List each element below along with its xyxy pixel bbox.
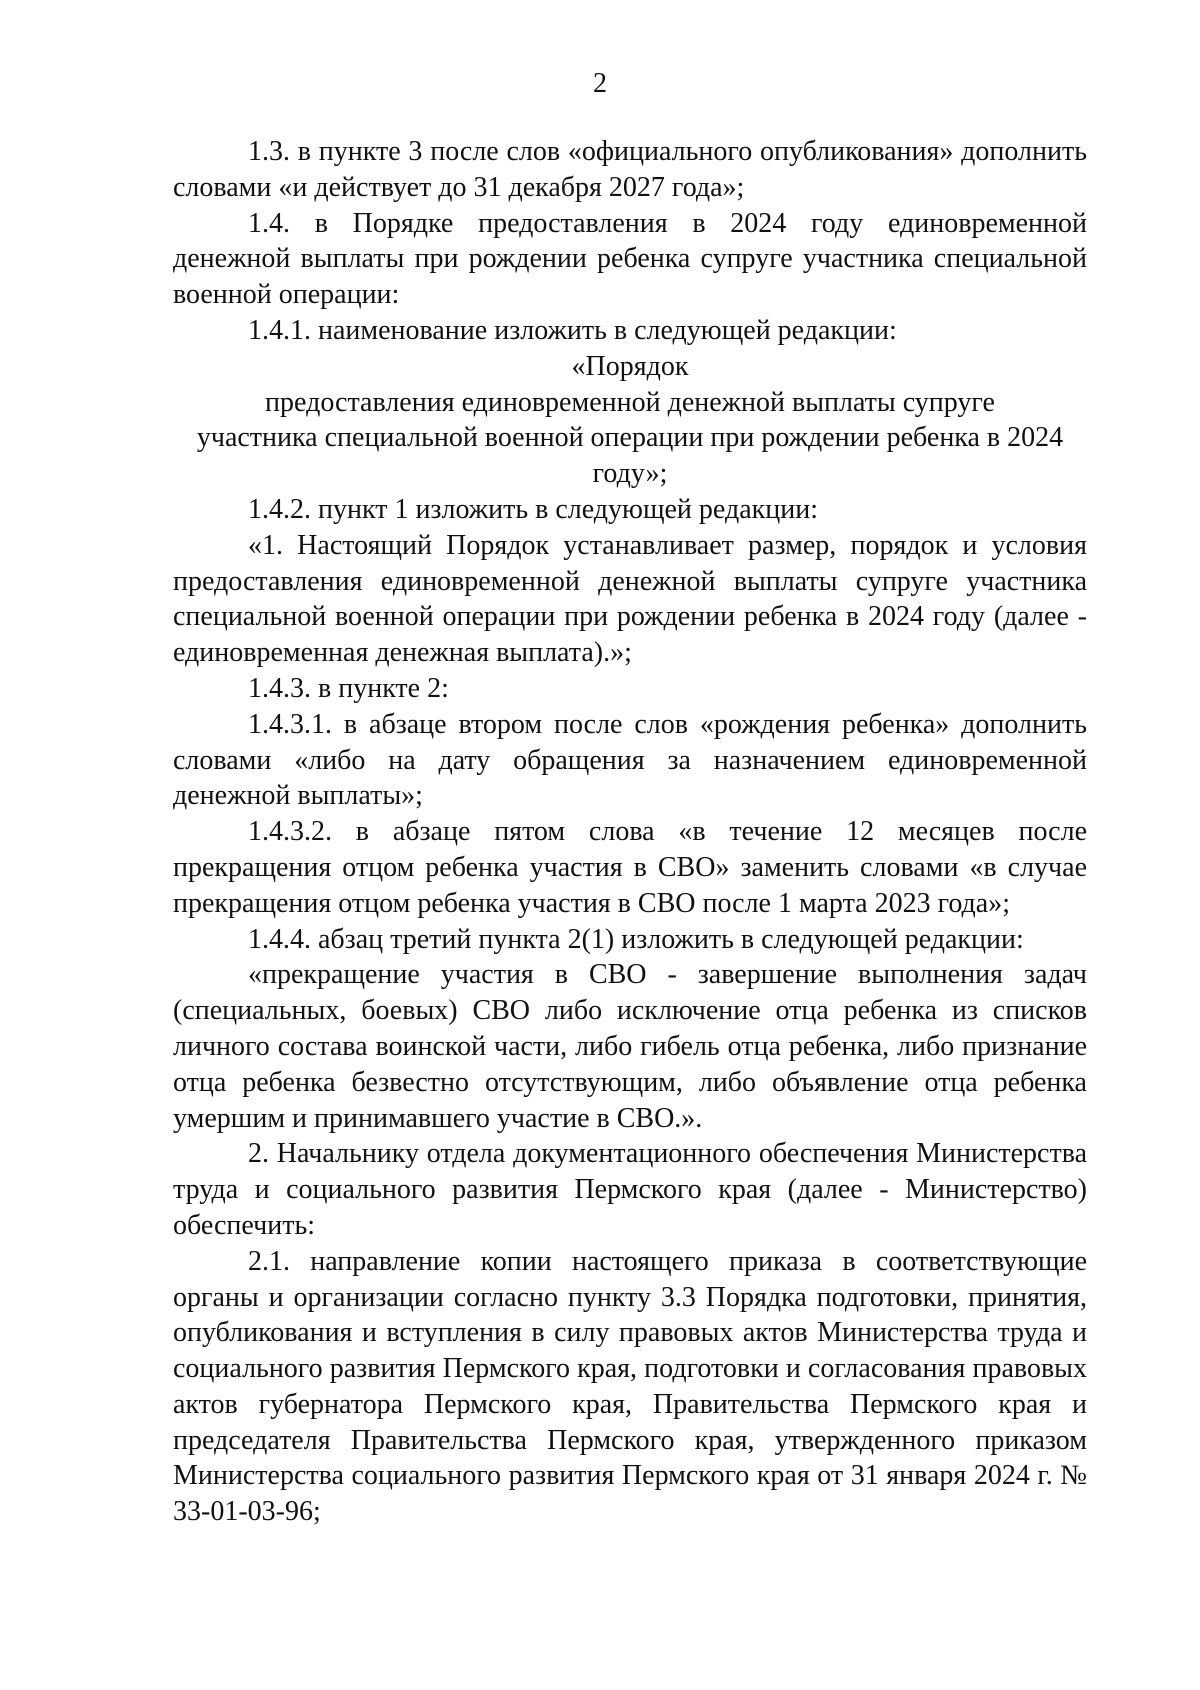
order-title-line-2: предоставления единовременной денежной выплаты супруге (265, 386, 995, 418)
paragraph-1-4-4: 1.4.4. абзац третий пункта 2(1) изложить в следующей редакции: (248, 923, 1024, 955)
paragraph-1-4-3-1: 1.4.3.1. в абзаце втором после слов «рождения ребенка» дополнить словами «либо на дату обращения за назначением единовременной денежной выплаты»; (173, 708, 1087, 812)
paragraph-1-4-2-text: «1. Настоящий Порядок устанавливает размер, порядок и условия предоставления единовременной денежной выплаты супруге участника специальной военной операции при рождении ребенка в 2024 году (далее - единовременная денежная выплата).»; (173, 529, 1087, 669)
paragraph-1-4: 1.4. в Порядке предоставления в 2024 году единовременной денежной выплаты при рождении ребенка супруге участника специальной военной операции: (173, 207, 1087, 311)
document-body (173, 134, 1087, 1530)
paragraph-1-4-4-text: «прекращение участия в СВО - завершение выполнения задач (специальных, боевых) СВО либо исключение отца ребенка из списков личного состава воинской части, либо гибель отца ребенка, либо признание отца ребенка безвестно отсутствующим, либо объявление отца ребенка умершим и принимавшего участие в СВО.». (173, 959, 1087, 1134)
paragraph-1-4-3: 1.4.3. в пункте 2: (248, 672, 449, 704)
paragraph-1-3: 1.3. в пункте 3 после слов «официального опубликования» дополнить словами «и действует до 31 декабря 2027 года»; (173, 136, 1087, 203)
order-title-line-3: участника специальной военной операции при рождении ребенка в 2024 (196, 422, 1064, 454)
page-number: 2 (593, 68, 607, 99)
paragraph-1-4-2: 1.4.2. пункт 1 изложить в следующей редакции: (248, 493, 818, 525)
order-title-line-1: «Порядок (571, 350, 689, 382)
paragraph-2: 2. Начальнику отдела документационного обеспечения Министерства труда и социального развития Пермского края (далее - Министерство) обеспечить: (173, 1138, 1087, 1241)
paragraph-2-1: 2.1. направление копии настоящего приказа в соответствующие органы и организации согласно пункту 3.3 Порядка подготовки, принятия, опубликования и вступления в силу правовых актов Министерства труда и социального развития Пермского края, подготовки и согласования правовых актов губернатора Пермского края, Правительства Пермского края и председателя Правительства Пермского края, утвержденного приказом Министерства социального развития Пермского края от 31 января 2024 г. № 33-01-03-96; (173, 1245, 1087, 1528)
order-title-line-4: году»; (592, 458, 668, 490)
paragraph-1-4-1: 1.4.1. наименование изложить в следующей редакции: (248, 314, 897, 346)
paragraph-1-4-3-2: 1.4.3.2. в абзаце пятом слова «в течение 12 месяцев после прекращения отцом ребенка участия в СВО» заменить словами «в случае прекращения отцом ребенка участия в СВО после 1 марта 2023 года»; (173, 816, 1087, 919)
